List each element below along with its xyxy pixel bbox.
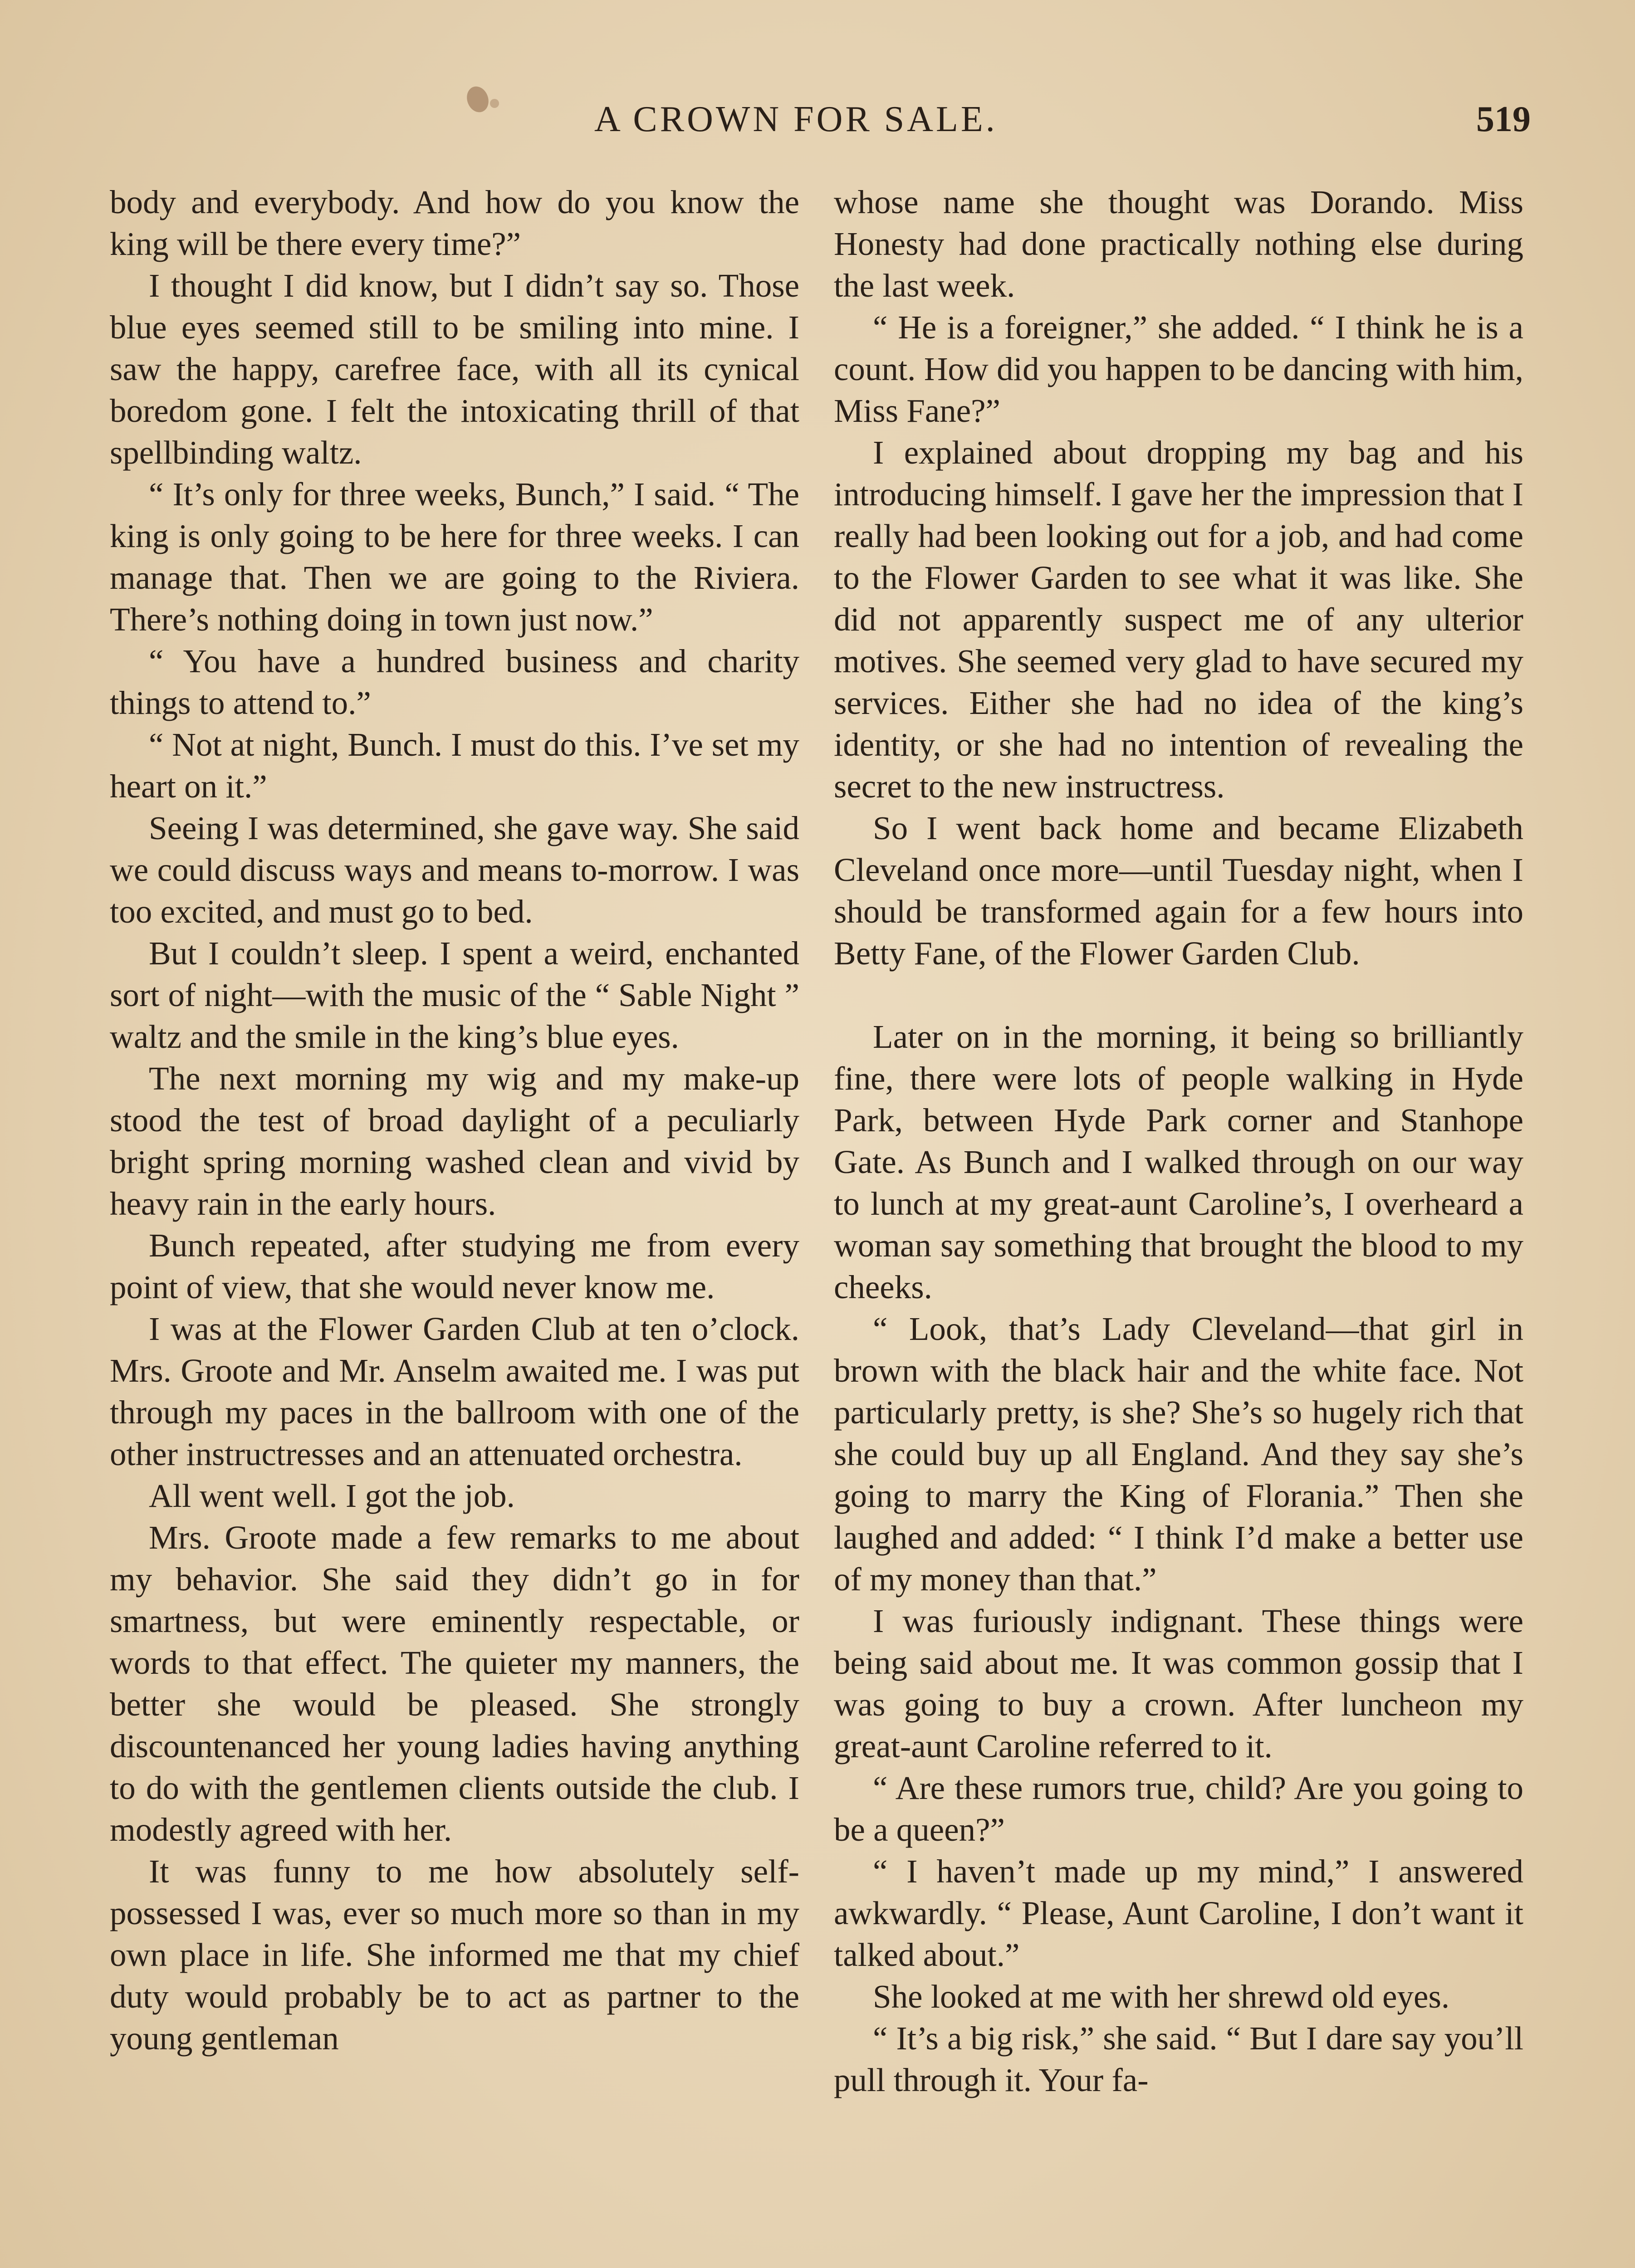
paragraph: I was at the Flower Garden Club at ten o’clock. Mrs. Groote and Mr. Anselm awaited me. I was put through my paces in the ballroom with one of the other instructresses and an attenuated orchestra. bbox=[110, 1310, 799, 1472]
paragraph: “ He is a foreigner,” she added. “ I think he is a count. How did you happen to be dancing with him, Miss Fane?” bbox=[834, 309, 1523, 429]
paragraph: “ I haven’t made up my mind,” I answered awkwardly. “ Please, Aunt Caroline, I don’t want it talked about.” bbox=[834, 1853, 1523, 1973]
paragraph: “ Not at night, Bunch. I must do this. I’ve set my heart on it.” bbox=[110, 726, 799, 805]
running-title: A CROWN FOR SALE. bbox=[594, 99, 998, 139]
paragraph: All went well. I got the job. bbox=[149, 1477, 515, 1514]
paragraph: But I couldn’t sleep. I spent a weird, enchanted sort of night—with the music of the “ Sable Night ” waltz and the smile in the king’s blue eyes. bbox=[110, 935, 799, 1055]
paragraph: So I went back home and became Elizabeth Cleveland once more—until Tuesday night, when I should be transformed again for a few hours into Betty Fane, of the Flower Garden Club. bbox=[834, 810, 1523, 972]
paragraph: “ Are these rumors true, child? Are you going to be a queen?” bbox=[834, 1769, 1523, 1848]
paragraph: “ You have a hundred business and charity things to attend to.” bbox=[110, 643, 799, 721]
paragraph: She looked at me with her shrewd old eyes. bbox=[873, 1978, 1450, 2015]
paragraph: “ It’s a big risk,” she said. “ But I dare say you’ll pull through it. Your fa- bbox=[834, 2020, 1523, 2098]
paragraph: Mrs. Groote made a few remarks to me about my behavior. She said they didn’t go in for smartness, but were eminently respectable, or words to that effect. The quieter my manners, the better she would be pleased. She strongly discountenanced her young ladies having anything to do with the gentlemen clients outside the club. I modestly agreed with her. bbox=[110, 1519, 799, 1848]
paragraph: “ It’s only for three weeks, Bunch,” I said. “ The king is only going to be here for three weeks. I can manage that. Then we are going to the Riviera. There’s nothing doing in town just now.” bbox=[110, 476, 799, 638]
paragraph: I thought I did know, but I didn’t say so. Those blue eyes seemed still to be smiling into mine. I saw the happy, carefree face, with all its cynical boredom gone. I felt the intoxicating thrill of that spellbinding waltz. bbox=[110, 267, 799, 471]
paragraph: Seeing I was determined, she gave way. She said we could discuss ways and means to-morrow. I was too excited, and must go to bed. bbox=[110, 810, 799, 930]
paragraph: Later on in the morning, it being so brilliantly fine, there were lots of people walking in Hyde Park, between Hyde Park corner and Stanhope Gate. As Bunch and I walked through on our way to lunch at my great-aunt Caroline’s, I overheard a woman say something that brought the blood to my cheeks. bbox=[834, 1018, 1523, 1305]
paragraph: I was furiously indignant. These things were being said about me. It was common gossip that I was going to buy a crown. After luncheon my great-aunt Caroline referred to it. bbox=[834, 1603, 1523, 1765]
paragraph: body and everybody. And how do you know the king will be there every time?” bbox=[110, 184, 799, 262]
paper-stain bbox=[463, 83, 492, 115]
left-column bbox=[110, 181, 799, 2059]
paragraph: It was funny to me how absolutely self-possessed I was, ever so much more so than in my own place in life. She informed me that my chief duty would probably be to act as partner to the young gentleman bbox=[110, 1853, 799, 2057]
paragraph: I explained about dropping my bag and his introducing himself. I gave her the impression that I really had been looking out for a job, and had come to the Flower Garden to see what it was like. She did not apparently suspect me of any ulterior motives. She seemed very glad to have secured my services. Either she had no idea of the king’s identity, or she had no intention of revealing the secret to the new instructress. bbox=[834, 434, 1523, 805]
paragraph: Bunch repeated, after studying me from every point of view, that she would never know me. bbox=[110, 1227, 799, 1305]
paper-stain bbox=[490, 99, 499, 108]
page-number: 519 bbox=[1476, 99, 1531, 139]
right-column bbox=[834, 181, 1523, 2101]
paragraph: The next morning my wig and my make-up stood the test of broad daylight of a peculiarly bright spring morning washed clean and vivid by heavy rain in the early hours. bbox=[110, 1060, 799, 1222]
paragraph: “ Look, that’s Lady Cleveland—that girl in brown with the black hair and the white face. Not particularly pretty, is she? She’s so hugely rich that she could buy up all England. And they say she’s going to marry the King of Florania.” Then she laughed and added: “ I think I’d make a better use of my money than that.” bbox=[834, 1310, 1523, 1598]
section-break bbox=[834, 974, 1523, 1016]
paragraph: whose name she thought was Dorando. Miss Honesty had done practically nothing else during the last week. bbox=[834, 184, 1523, 304]
